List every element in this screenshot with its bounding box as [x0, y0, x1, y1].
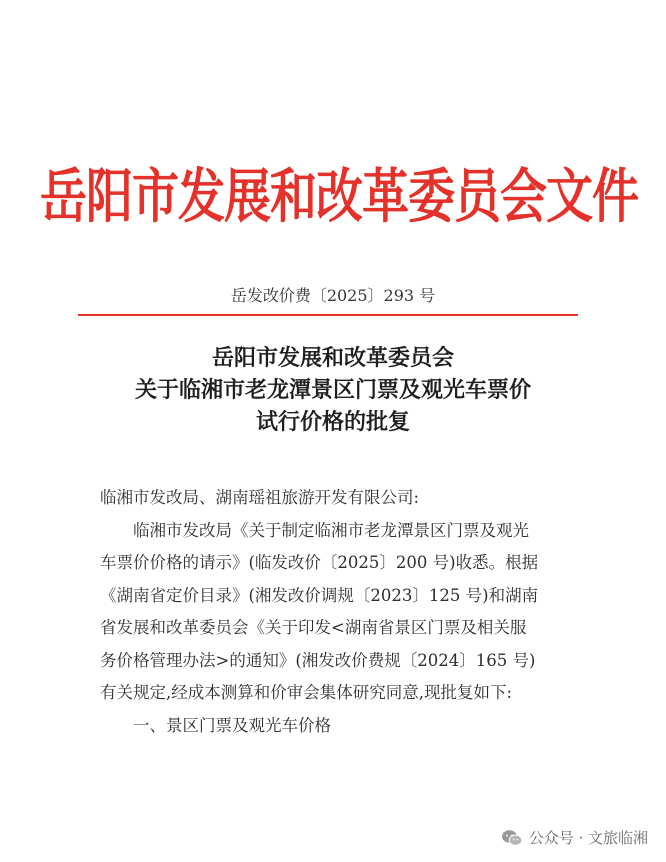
paragraph-line: 《湖南省定价目录》(湘发改价调规〔2023〕125 号)和湖南 — [100, 585, 539, 605]
section-heading: 一、景区门票及观光车价格 — [133, 715, 331, 735]
document-body — [100, 482, 570, 742]
title-line-3: 试行价格的批复 — [255, 409, 410, 435]
paragraph-line: 省发展和改革委员会《关于印发<湖南省景区门票及相关服 — [100, 618, 527, 637]
paragraph-line: 车票价价格的请示》(临发改价〔2025〕200 号)收悉。根据 — [100, 553, 539, 572]
paragraph-line: 务价格管理办法>的通知》(湘发改价费规〔2024〕165 号) — [100, 650, 536, 670]
wechat-watermark — [501, 827, 648, 848]
red-divider-line — [78, 314, 578, 316]
title-line-1: 岳阳市发展和改革委员会 — [211, 345, 454, 371]
paragraph-line: 临湘市发改局《关于制定临湘市老龙潭景区门票及观光 — [133, 520, 529, 540]
document-title — [60, 342, 606, 438]
title-line-2: 关于临湘市老龙潭景区门票及观光车票价 — [134, 377, 531, 403]
paragraph-line: 有关规定,经成本测算和价审会集体研究同意,现批复如下: — [100, 683, 513, 702]
wechat-icon — [501, 829, 523, 847]
watermark-text: 公众号 · 文旅临湘 — [528, 829, 648, 847]
document-number: 岳发改价费〔2025〕293 号 — [230, 286, 436, 305]
document-masthead: 岳阳市发展和改革委员会文件 — [40, 162, 638, 232]
recipient-line: 临湘市发改局、湖南瑶祖旅游开发有限公司: — [100, 488, 420, 507]
